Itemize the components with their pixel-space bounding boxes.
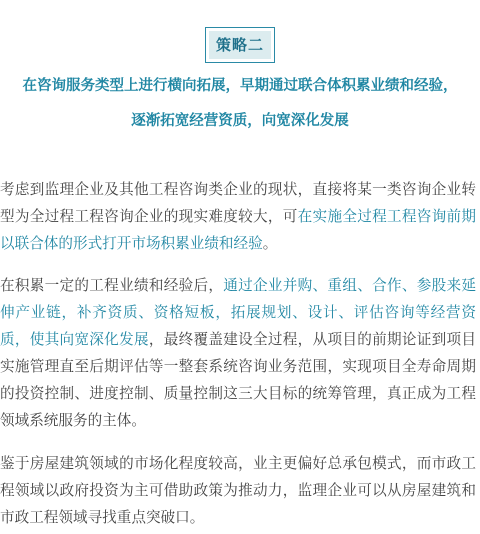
- paragraph-1-text-end: 。: [262, 235, 278, 252]
- paragraph-2: [0, 272, 476, 434]
- badge-label: 策略二: [209, 31, 271, 59]
- paragraph-2-text-end: ，最终覆盖建设全过程，从项目的前期论证到项目实施管理直至后期评估等一整套系统咨询业务范围，实现项目全寿命周期的投资控制、进度控制、质量控制这三大目标的统筹管理，真正成为工程领域系统服务的主体。: [0, 331, 476, 429]
- headline-line-1: 在咨询服务类型上进行横向拓展，早期通过联合体积累业绩和经验，: [22, 78, 458, 94]
- paragraph-2-highlight: 通过企业并购、重组、合作、参股来延伸产业链，补齐资质、资格短板，拓展规划、设计、评估咨询等经营资质，使其向宽深化发展: [0, 277, 476, 348]
- paragraph-1-text: 考虑到监理企业及其他工程咨询类企业的现状，直接将某一类咨询企业转型为全过程工程咨询企业的现实难度较大，可: [0, 181, 476, 225]
- headline-line-2: 逐渐拓宽经营资质，向宽深化发展: [131, 113, 349, 129]
- strategy-badge: [205, 27, 275, 63]
- paragraph-3: 鉴于房屋建筑领域的市场化程度较高，业主更偏好总承包模式，而市政工程领域以政府投资为主可借助政策为推动力，监理企业可以从房屋建筑和市政工程领域寻找重点突破口。: [0, 455, 476, 526]
- paragraph-1-highlight: 在实施全过程工程咨询前期以联合体的形式打开市场积累业绩和经验: [0, 208, 476, 252]
- paragraph-2-text: 在积累一定的工程业绩和经验后，: [0, 277, 224, 294]
- paragraph-1: [0, 176, 476, 257]
